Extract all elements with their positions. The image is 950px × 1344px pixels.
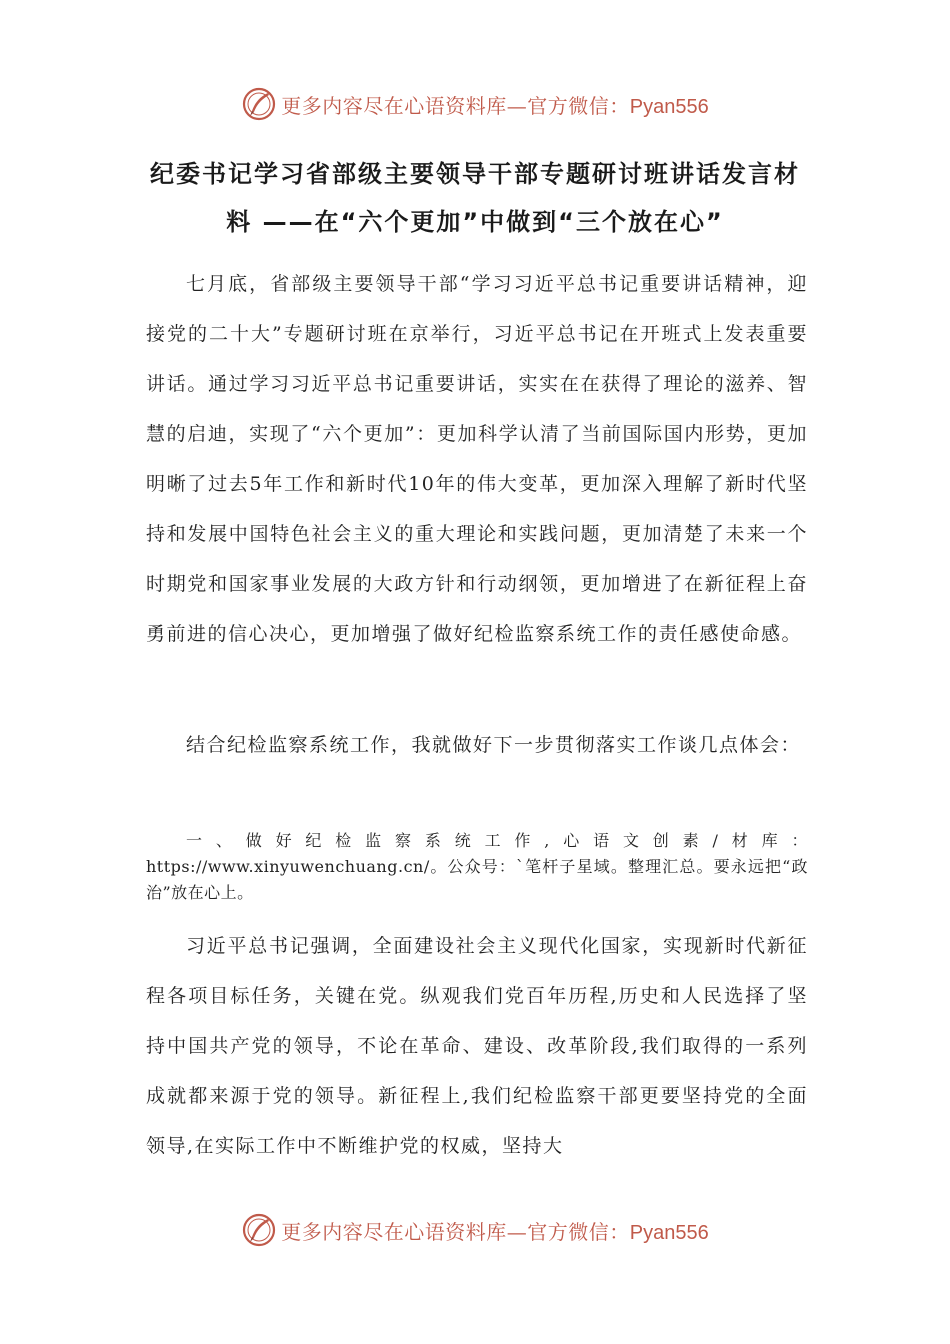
document-title: 纪委书记学习省部级主要领导干部专题研讨班讲话发言材料 ——在“六个更加”中做到“三个放在心” <box>150 160 800 236</box>
paragraph-4: 习近平总书记强调，全面建设社会主义现代化国家，实现新时代新征程各项目标任务，关键在党。纵观我们党百年历程,历史和人民选择了坚持中国共产党的领导，不论在革命、建设、改革阶段,我们取得的一系列成就都来源于党的领导。新征程上,我们纪检监察干部更要坚持党的全面领导,在实际工作中不断维护党的权威，坚持大 <box>146 935 808 1157</box>
header-banner-text: 更多内容尽在心语资料库—官方微信：Pyan556 <box>281 93 709 118</box>
paragraph-1: 七月底，省部级主要领导干部“学习习近平总书记重要讲话精神，迎接党的二十大”专题研讨班在京举行，习近平总书记在开班式上发表重要讲话。通过学习习近平总书记重要讲话，实实在在获得了理论的滋养、智慧的启迪，实现了“六个更加”：更加科学认清了当前国际国内形势，更加明晰了过去5年工作和新时代10年的伟大变革，更加深入理解了新时代坚持和发展中国特色社会主义的重大理论和实践问题，更加清楚了未来一个时期党和国家事业发展的大政方针和行动纲领，更加增进了在新征程上奋勇前进的信心决心，更加增强了做好纪检监察系统工作的责任感使命感。 <box>146 273 808 645</box>
quill-pen-icon <box>241 86 277 122</box>
footer-banner-text: 更多内容尽在心语资料库—官方微信：Pyan556 <box>281 1219 709 1244</box>
footer-banner <box>0 1208 950 1252</box>
header-banner <box>0 82 950 126</box>
paragraph-2: 结合纪检监察系统工作，我就做好下一步贯彻落实工作谈几点体会： <box>186 734 802 756</box>
paragraph-3: 一、做好纪检监察系统工作,心语文创素/材库：https://www.xinyuwenchuang.cn/。公众号：`笔杆子星域。整理汇总。要永远把“政治”放在心上。 <box>146 831 808 902</box>
quill-pen-icon <box>241 1212 277 1248</box>
